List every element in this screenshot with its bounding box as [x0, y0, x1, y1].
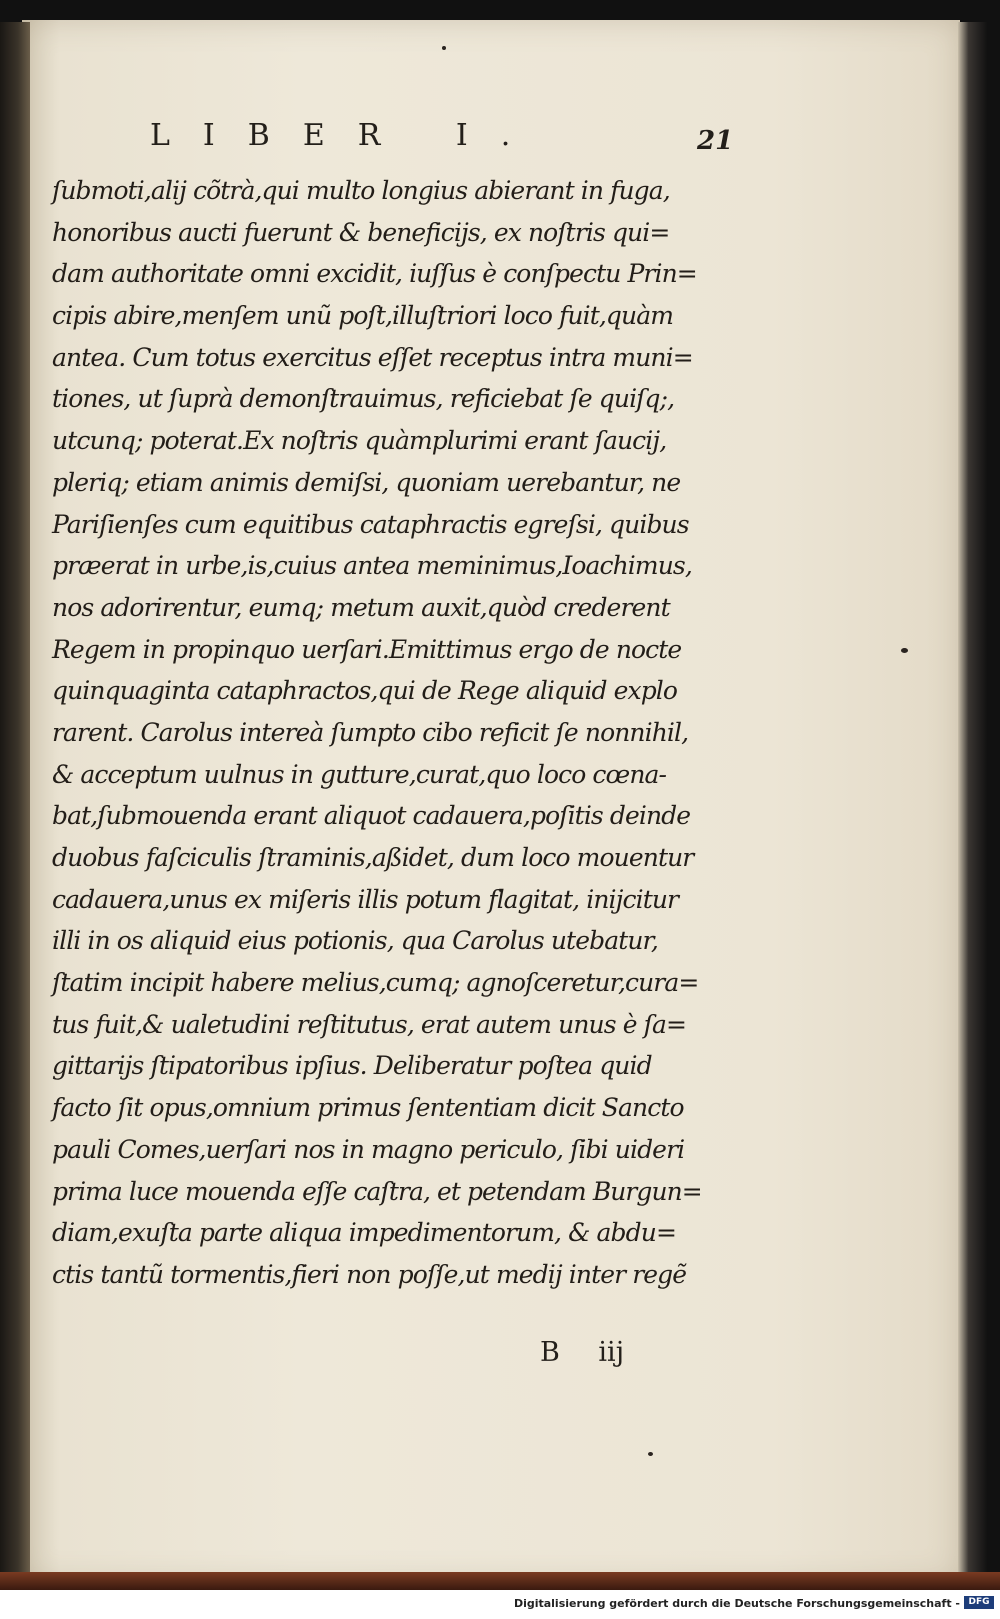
text-line: dam authoritate omni excidit, iuſſus è conſpectu Prin= [52, 259, 697, 289]
footer-credit: Digitalisierung gefördert durch die Deutsche Forschungsgemeinschaft - [513, 1597, 960, 1610]
book-gutter [0, 22, 30, 1582]
text-line: cadauera,unus ex miſeris illis potum flagitat, inijcitur [52, 884, 679, 914]
text-line: nos adorirentur, eumq; metum auxit,quòd crederent [52, 592, 670, 622]
text-line: Pariſienſes cum equitibus cataphractis egreſsi, quibus [52, 509, 689, 539]
text-line: gittarijs ſtipatoribus ipſius. Deliberatur poſtea quid [52, 1051, 652, 1081]
text-line: diam,exuſta parte aliqua impedimentorum, & abdu= [52, 1218, 677, 1248]
text-line: duobus faſciculis ſtraminis,aßidet, dum loco mouentur [52, 843, 694, 872]
text-line: ſubmoti,alij cõtrà,qui multo longius abierant in fuga, [52, 176, 670, 205]
text-line: ſtatim incipit habere melius,cumq; agnoſceretur,cura= [52, 968, 699, 998]
text-line: ctis tantũ tormentis,fieri non poſſe,ut medij inter regẽ [52, 1259, 687, 1289]
text-line: tus fuit,& ualetudini reſtitutus, erat autem unus è ſa= [52, 1009, 687, 1039]
signature-mark: B iij [540, 1337, 625, 1368]
text-line: honoribus aucti fuerunt & beneficijs, ex noſtris qui= [52, 217, 670, 247]
text-line: rarent. Carolus intereà ſumpto cibo reficit ſe nonnihil, [52, 717, 689, 747]
text-line: prima luce mouenda eſſe caſtra, et petendam Burgun= [52, 1176, 702, 1206]
body-text [52, 170, 742, 1296]
text-line: Regem in propinquo uerſari.Emittimus ergo de nocte [52, 634, 682, 664]
text-line: cipis abire,menſem unũ poſt,illuſtriori loco fuit,quàm [52, 301, 674, 331]
ink-speck [648, 1452, 653, 1456]
text-line: & acceptum uulnus in gutture,curat,quo loco cœna- [52, 759, 667, 789]
dfg-logo: DFG [964, 1596, 994, 1609]
ink-speck [442, 46, 446, 50]
text-line: tiones, ut ſuprà demonſtrauimus, reficiebat ſe quiſq;, [52, 384, 675, 414]
text-line: antea. Cum totus exercitus eſſet receptus intra muni= [52, 342, 693, 372]
scan-top-border [0, 0, 1000, 22]
book-bottom-edge [0, 1572, 1000, 1590]
text-line: illi in os aliquid eius potionis, qua Carolus utebatur, [52, 926, 658, 956]
text-line: quinquaginta cataphractos,qui de Rege aliquid explo [52, 676, 678, 706]
text-line: pauli Comes,uerſari nos in magno periculo, ſibi uideri [52, 1134, 685, 1164]
text-line: præerat in urbe,is,cuius antea meminimus,Ioachimus, [52, 551, 692, 581]
text-line: pleriq; etiam animis demiſsi, quoniam uerebantur, ne [52, 467, 681, 497]
text-line: facto ſit opus,omnium primus ſententiam dicit Sancto [52, 1093, 684, 1123]
ink-speck [901, 648, 908, 653]
text-line: bat,ſubmouenda erant aliquot cadauera,poſitis deinde [52, 801, 691, 831]
running-head: LIBER I. [150, 118, 544, 153]
page-right-edge [958, 22, 1000, 1582]
page-number: 21 [697, 126, 734, 156]
text-line: utcunq; poterat.Ex noſtris quàmplurimi erant ſaucij, [52, 426, 667, 456]
